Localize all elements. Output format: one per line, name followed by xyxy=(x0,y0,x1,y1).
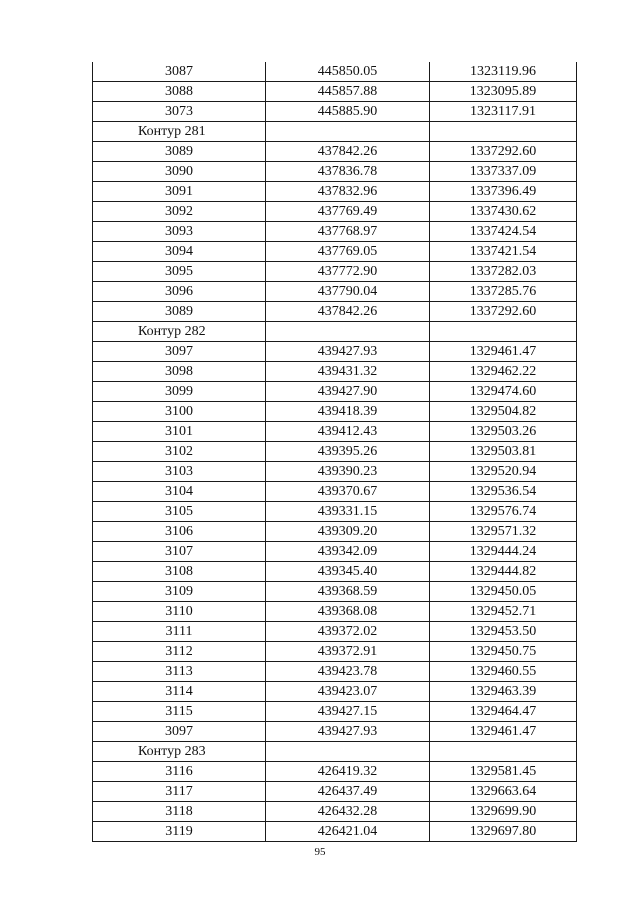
page-number: 95 xyxy=(314,846,326,858)
y-coordinate-cell: 1329474.60 xyxy=(430,382,577,402)
point-number-cell: 3094 xyxy=(93,242,266,262)
y-coordinate-cell: 1329503.26 xyxy=(430,422,577,442)
point-number-cell: 3092 xyxy=(93,202,266,222)
y-coordinate-cell: 1329461.47 xyxy=(430,722,577,742)
y-coordinate-cell: 1337292.60 xyxy=(430,302,577,322)
table-row xyxy=(93,722,577,742)
y-coordinate-cell: 1337337.09 xyxy=(430,162,577,182)
y-coordinate-cell: 1337430.62 xyxy=(430,202,577,222)
point-number-cell: 3098 xyxy=(93,362,266,382)
y-coordinate-cell: 1329699.90 xyxy=(430,802,577,822)
table-row xyxy=(93,462,577,482)
y-coordinate-cell: 1329697.80 xyxy=(430,822,577,842)
table-row xyxy=(93,622,577,642)
point-number-cell: 3108 xyxy=(93,562,266,582)
point-number-cell: 3104 xyxy=(93,482,266,502)
point-number-cell: 3089 xyxy=(93,302,266,322)
table-row xyxy=(93,62,577,82)
y-coordinate-cell: 1337421.54 xyxy=(430,242,577,262)
x-coordinate-cell: 445885.90 xyxy=(266,102,430,122)
y-coordinate-cell: 1329444.24 xyxy=(430,542,577,562)
point-number-cell: 3111 xyxy=(93,622,266,642)
y-coordinate-cell: 1329461.47 xyxy=(430,342,577,362)
x-coordinate-cell: 426437.49 xyxy=(266,782,430,802)
point-number-cell: 3097 xyxy=(93,722,266,742)
empty-cell xyxy=(266,122,430,142)
y-coordinate-cell: 1329450.75 xyxy=(430,642,577,662)
contour-label: Контур 282 xyxy=(93,322,266,342)
point-number-cell: 3105 xyxy=(93,502,266,522)
x-coordinate-cell: 426421.04 xyxy=(266,822,430,842)
point-number-cell: 3095 xyxy=(93,262,266,282)
point-number-cell: 3118 xyxy=(93,802,266,822)
x-coordinate-cell: 437769.49 xyxy=(266,202,430,222)
y-coordinate-cell: 1329581.45 xyxy=(430,762,577,782)
x-coordinate-cell: 445850.05 xyxy=(266,62,430,82)
y-coordinate-cell: 1329503.81 xyxy=(430,442,577,462)
x-coordinate-cell: 437772.90 xyxy=(266,262,430,282)
y-coordinate-cell: 1337292.60 xyxy=(430,142,577,162)
x-coordinate-cell: 426419.32 xyxy=(266,762,430,782)
empty-cell xyxy=(266,322,430,342)
x-coordinate-cell: 439345.40 xyxy=(266,562,430,582)
contour-label: Контур 283 xyxy=(93,742,266,762)
y-coordinate-cell: 1329444.82 xyxy=(430,562,577,582)
point-number-cell: 3110 xyxy=(93,602,266,622)
table-row xyxy=(93,822,577,842)
y-coordinate-cell: 1329504.82 xyxy=(430,402,577,422)
x-coordinate-cell: 439412.43 xyxy=(266,422,430,442)
y-coordinate-cell: 1323119.96 xyxy=(430,62,577,82)
x-coordinate-cell: 437790.04 xyxy=(266,282,430,302)
coordinates-table-body xyxy=(93,62,577,842)
x-coordinate-cell: 439427.93 xyxy=(266,342,430,362)
x-coordinate-cell: 439372.91 xyxy=(266,642,430,662)
y-coordinate-cell: 1329460.55 xyxy=(430,662,577,682)
x-coordinate-cell: 439390.23 xyxy=(266,462,430,482)
y-coordinate-cell: 1329536.54 xyxy=(430,482,577,502)
point-number-cell: 3097 xyxy=(93,342,266,362)
table-row xyxy=(93,82,577,102)
table-row xyxy=(93,142,577,162)
y-coordinate-cell: 1329464.47 xyxy=(430,702,577,722)
x-coordinate-cell: 439423.07 xyxy=(266,682,430,702)
point-number-cell: 3090 xyxy=(93,162,266,182)
y-coordinate-cell: 1337396.49 xyxy=(430,182,577,202)
x-coordinate-cell: 426432.28 xyxy=(266,802,430,822)
x-coordinate-cell: 439372.02 xyxy=(266,622,430,642)
point-number-cell: 3115 xyxy=(93,702,266,722)
table-row xyxy=(93,562,577,582)
point-number-cell: 3103 xyxy=(93,462,266,482)
point-number-cell: 3093 xyxy=(93,222,266,242)
table-row xyxy=(93,282,577,302)
point-number-cell: 3087 xyxy=(93,62,266,82)
table-row xyxy=(93,682,577,702)
table-row xyxy=(93,242,577,262)
x-coordinate-cell: 437842.26 xyxy=(266,302,430,322)
x-coordinate-cell: 439368.59 xyxy=(266,582,430,602)
y-coordinate-cell: 1329452.71 xyxy=(430,602,577,622)
y-coordinate-cell: 1329463.39 xyxy=(430,682,577,702)
table-row xyxy=(93,662,577,682)
point-number-cell: 3107 xyxy=(93,542,266,562)
x-coordinate-cell: 445857.88 xyxy=(266,82,430,102)
table-row xyxy=(93,522,577,542)
table-row xyxy=(93,342,577,362)
x-coordinate-cell: 439431.32 xyxy=(266,362,430,382)
x-coordinate-cell: 437832.96 xyxy=(266,182,430,202)
coordinates-table xyxy=(92,62,577,842)
table-row xyxy=(93,222,577,242)
table-row xyxy=(93,422,577,442)
table-row xyxy=(93,102,577,122)
table-row xyxy=(93,802,577,822)
y-coordinate-cell: 1337282.03 xyxy=(430,262,577,282)
y-coordinate-cell: 1329576.74 xyxy=(430,502,577,522)
point-number-cell: 3117 xyxy=(93,782,266,802)
table-row xyxy=(93,382,577,402)
table-row xyxy=(93,702,577,722)
table-row xyxy=(93,182,577,202)
point-number-cell: 3119 xyxy=(93,822,266,842)
empty-cell xyxy=(430,742,577,762)
x-coordinate-cell: 437768.97 xyxy=(266,222,430,242)
table-row xyxy=(93,362,577,382)
table-row xyxy=(93,502,577,522)
y-coordinate-cell: 1329571.32 xyxy=(430,522,577,542)
point-number-cell: 3100 xyxy=(93,402,266,422)
y-coordinate-cell: 1329453.50 xyxy=(430,622,577,642)
empty-cell xyxy=(430,322,577,342)
y-coordinate-cell: 1329450.05 xyxy=(430,582,577,602)
point-number-cell: 3089 xyxy=(93,142,266,162)
point-number-cell: 3109 xyxy=(93,582,266,602)
table-row xyxy=(93,542,577,562)
point-number-cell: 3114 xyxy=(93,682,266,702)
x-coordinate-cell: 439342.09 xyxy=(266,542,430,562)
x-coordinate-cell: 439331.15 xyxy=(266,502,430,522)
point-number-cell: 3088 xyxy=(93,82,266,102)
y-coordinate-cell: 1329663.64 xyxy=(430,782,577,802)
y-coordinate-cell: 1323095.89 xyxy=(430,82,577,102)
point-number-cell: 3113 xyxy=(93,662,266,682)
y-coordinate-cell: 1337285.76 xyxy=(430,282,577,302)
table-row xyxy=(93,302,577,322)
contour-header-row xyxy=(93,122,577,142)
x-coordinate-cell: 439309.20 xyxy=(266,522,430,542)
y-coordinate-cell: 1323117.91 xyxy=(430,102,577,122)
empty-cell xyxy=(430,122,577,142)
table-row xyxy=(93,442,577,462)
contour-header-row xyxy=(93,742,577,762)
point-number-cell: 3101 xyxy=(93,422,266,442)
table-row xyxy=(93,762,577,782)
table-row xyxy=(93,582,577,602)
y-coordinate-cell: 1337424.54 xyxy=(430,222,577,242)
x-coordinate-cell: 439368.08 xyxy=(266,602,430,622)
table-row xyxy=(93,482,577,502)
contour-header-row xyxy=(93,322,577,342)
point-number-cell: 3091 xyxy=(93,182,266,202)
point-number-cell: 3096 xyxy=(93,282,266,302)
point-number-cell: 3099 xyxy=(93,382,266,402)
x-coordinate-cell: 439427.15 xyxy=(266,702,430,722)
point-number-cell: 3112 xyxy=(93,642,266,662)
x-coordinate-cell: 439395.26 xyxy=(266,442,430,462)
table-row xyxy=(93,602,577,622)
x-coordinate-cell: 437842.26 xyxy=(266,142,430,162)
x-coordinate-cell: 439427.90 xyxy=(266,382,430,402)
x-coordinate-cell: 439370.67 xyxy=(266,482,430,502)
table-row xyxy=(93,262,577,282)
y-coordinate-cell: 1329462.22 xyxy=(430,362,577,382)
x-coordinate-cell: 439418.39 xyxy=(266,402,430,422)
table-row xyxy=(93,202,577,222)
table-row xyxy=(93,162,577,182)
x-coordinate-cell: 439427.93 xyxy=(266,722,430,742)
table-row xyxy=(93,402,577,422)
x-coordinate-cell: 439423.78 xyxy=(266,662,430,682)
point-number-cell: 3073 xyxy=(93,102,266,122)
point-number-cell: 3106 xyxy=(93,522,266,542)
table-row xyxy=(93,642,577,662)
empty-cell xyxy=(266,742,430,762)
y-coordinate-cell: 1329520.94 xyxy=(430,462,577,482)
point-number-cell: 3116 xyxy=(93,762,266,782)
x-coordinate-cell: 437836.78 xyxy=(266,162,430,182)
x-coordinate-cell: 437769.05 xyxy=(266,242,430,262)
point-number-cell: 3102 xyxy=(93,442,266,462)
table-row xyxy=(93,782,577,802)
contour-label: Контур 281 xyxy=(93,122,266,142)
